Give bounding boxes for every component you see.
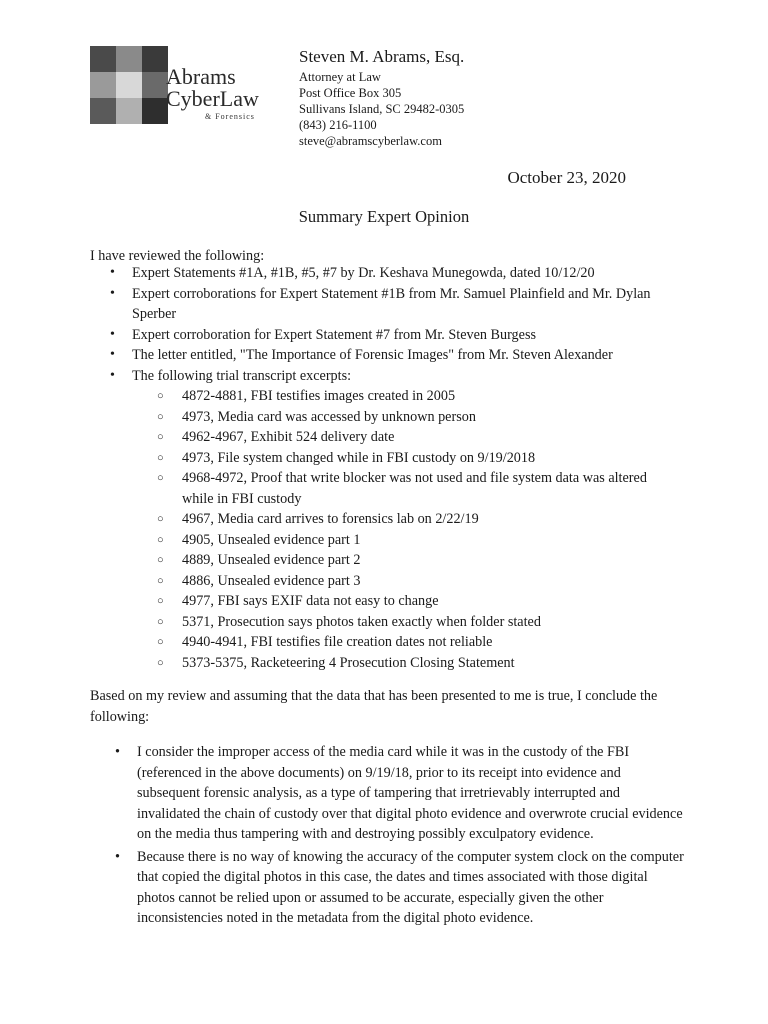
logo-name-line2: CyberLaw [166,86,259,111]
conclusion-item: • Because there is no way of knowing the accuracy of the computer system clock on the computer that copied the digital photos in this case, the dates and times associated with those digital photos cannot be relied upon or assumed to be accurate, especially given the other inconsistencies noted in the metadata from the digital photo evidence. [115,847,685,929]
conclusion-list [115,742,685,931]
intro-text: I have reviewed the following: [90,248,265,264]
logo-tile [142,46,168,72]
logo-name-line1: Abrams [166,64,236,89]
logo-tile [116,98,142,124]
logo-mosaic [90,46,168,124]
company-logo [90,46,265,126]
transcript-item: ○ 5371, Prosecution says photos taken exactly when folder stated [157,612,677,633]
conclusion-intro: Based on my review and assuming that the data that has been presented to me is true, I conclude the following: [90,688,658,725]
letterhead-email: steve@abramscyberlaw.com [299,134,442,148]
transcript-item: ○ 4905, Unsealed evidence part 1 [157,530,677,551]
transcript-item: ○ 4967, Media card arrives to forensics lab on 2/22/19 [157,509,677,530]
logo-tile [142,98,168,124]
document-title: Summary Expert Opinion [298,207,470,226]
letterhead [299,47,464,149]
attorney-name: Steven M. Abrams, Esq. [299,47,465,66]
letterhead-line: Post Office Box 305 [299,86,402,100]
transcript-item: ○ 4962-4967, Exhibit 524 delivery date [157,427,677,448]
reviewed-list [110,263,670,386]
transcript-item: ○ 4977, FBI says EXIF data not easy to change [157,591,677,612]
transcript-item: ○ 4886, Unsealed evidence part 3 [157,571,677,592]
letterhead-line: Sullivans Island, SC 29482-0305 [299,102,465,116]
transcript-list [157,386,677,673]
logo-tile [142,72,168,98]
transcript-item: ○ 4968-4972, Proof that write blocker was not used and file system data was altered while in FBI custody [157,468,677,509]
logo-tile [90,72,116,98]
letter-date: October 23, 2020 [507,168,626,187]
transcript-item: ○ 4973, Media card was accessed by unknown person [157,407,677,428]
logo-tile [116,72,142,98]
logo-tile [116,46,142,72]
letterhead-line: Attorney at Law [299,70,381,84]
logo-subtitle: & Forensics [205,112,255,121]
list-item: • The letter entitled, "The Importance of Forensic Images" from Mr. Steven Alexander [110,345,670,366]
logo-tile [90,98,116,124]
conclusion-item: • I consider the improper access of the media card while it was in the custody of the FBI (referenced in the above documents) on 9/19/18, prior to its receipt into evidence and subsequent forensic analysis, as a type of tampering that irretrievably interrupted and invalidated the chain of custody over that digital photo evidence and overwrote crucial evidence on the media thus tampering with and destroying possibly exculpatory evidence. [115,742,685,845]
list-item: • The following trial transcript excerpts: [110,366,670,387]
letterhead-line: (843) 216-1100 [299,118,377,132]
transcript-item: ○ 4973, File system changed while in FBI custody on 9/19/2018 [157,448,677,469]
transcript-item: ○ 5373-5375, Racketeering 4 Prosecution Closing Statement [157,653,677,674]
list-item: • Expert corroborations for Expert Statement #1B from Mr. Samuel Plainfield and Mr. Dylan Sperber [110,284,670,325]
transcript-item: ○ 4889, Unsealed evidence part 2 [157,550,677,571]
transcript-item: ○ 4872-4881, FBI testifies images created in 2005 [157,386,677,407]
list-item: • Expert corroboration for Expert Statement #7 from Mr. Steven Burgess [110,325,670,346]
transcript-item: ○ 4940-4941, FBI testifies file creation dates not reliable [157,632,677,653]
logo-tile [90,46,116,72]
logo-wordmark [166,66,259,110]
list-item: • Expert Statements #1A, #1B, #5, #7 by Dr. Keshava Munegowda, dated 10/12/20 [110,263,670,284]
